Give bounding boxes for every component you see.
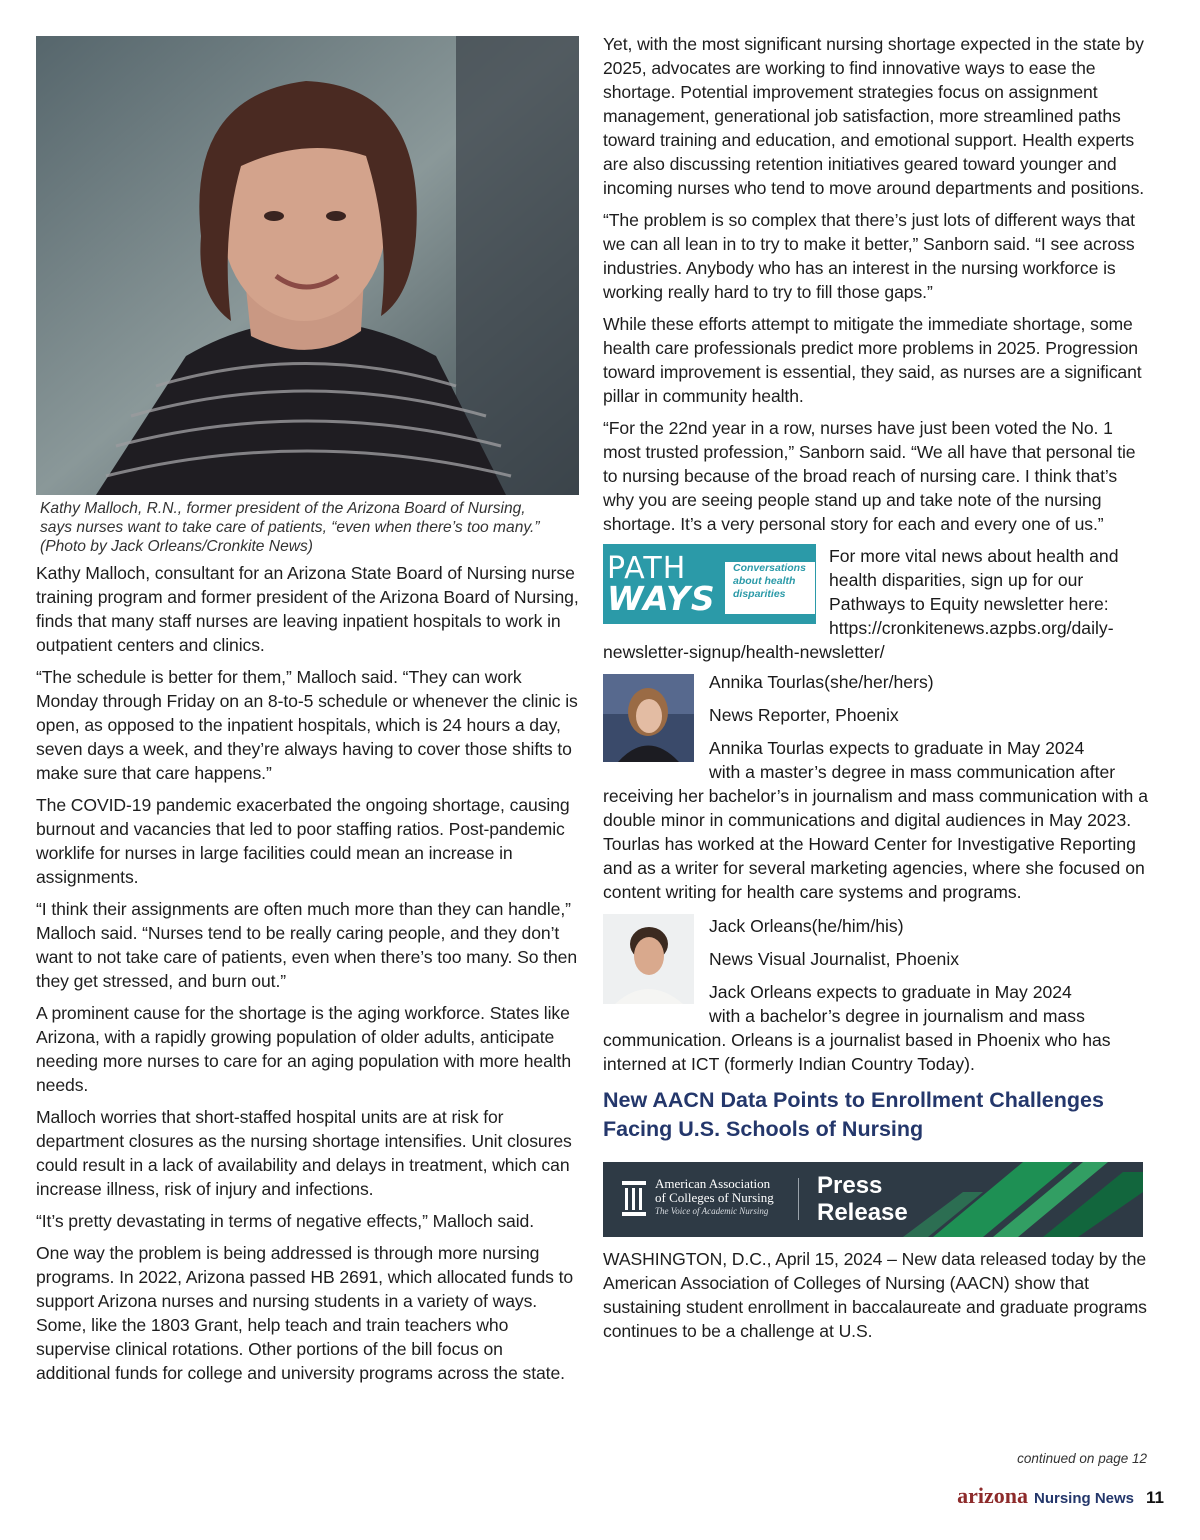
bio-role: News Visual Journalist, Phoenix (709, 949, 960, 969)
photo-caption (36, 499, 580, 556)
pillar-icon (621, 1180, 647, 1223)
newsletter-promo-text[interactable]: For more vital news about health and health disparities, sign up for our Pathways to Equity newsletter here: https://cronkitenews.azpbs.org/daily- (829, 546, 1119, 638)
article-paragraph: “It’s pretty devastating in terms of negative effects,” Malloch said. (36, 1211, 535, 1231)
bio-text: communication. Orleans is a journalist based in Phoenix who has interned at ICT (formerly Indian Country Today). (603, 1030, 1111, 1074)
article-paragraph: While these efforts attempt to mitigate the immediate shortage, some health care professionals predict more problems in 2025. Progression toward improvement is essential, they said, as nurses are a significant pillar in community health. (603, 314, 1142, 406)
caption-line: says nurses want to take care of patients, “even when there’s too many.” (40, 519, 540, 536)
annika-tourlas-headshot (603, 674, 694, 762)
bio-text: receiving her bachelor’s in journalism and mass communication with a double minor in communications and digital audiences in May 2023. Tourlas has worked at the Howard Center for Investigative Reporting and as a writer for several marketing agencies, where she focused on content writing for health care systems and programs. (603, 786, 1149, 902)
article-paragraph: A prominent cause for the shortage is the aging workforce. States like Arizona, with a rapidly growing population of older adults, anticipate needing more nurses to care for an aging population with more health needs. (36, 1003, 572, 1095)
press-paragraph: WASHINGTON, D.C., April 15, 2024 – New data released today by the American Association of Colleges of Nursing (AACN) show that sustaining student enrollment in baccalaureate and graduate programs continues to be a challenge at U.S. (603, 1249, 1147, 1341)
article-paragraph: “I think their assignments are often much more than they can handle,” Malloch said. “Nurses tend to be really caring people, and they don’t want to not take care of patients, even when there’s too many. So then they get stressed, and burn out.” (36, 899, 578, 991)
pathways-promo (603, 544, 1148, 662)
newsletter-link-tail[interactable]: newsletter-signup/health-newsletter/ (603, 642, 885, 662)
jack-orleans-headshot (603, 914, 694, 1004)
pathways-logo (603, 544, 816, 624)
article-paragraph: The COVID-19 pandemic exacerbated the ongoing shortage, causing burnout and vacancies that led to poor staffing ratios. Post-pandemic worklife for nurses in large facilities could mean an increase in assignments. (36, 795, 570, 887)
left-column (36, 36, 580, 1393)
pathways-logo-line1: PATH (607, 551, 687, 586)
bio-name: Annika Tourlas(she/her/hers) (709, 672, 934, 692)
pathways-tagline-line: Conversations (733, 562, 806, 574)
pathways-tagline (725, 562, 815, 614)
article-paragraph: One way the problem is being addressed is through more nursing programs. In 2022, Arizona passed HB 2691, which allocated funds to support Arizona nurses and nursing students in a variety of ways. Some, like the 1803 Grant, help teach and train teachers who supervise clinical rotations. Other portions of the bill focus on additional funds for college and university programs across the state. (36, 1243, 574, 1383)
publication-brand: arizona (957, 1483, 1028, 1508)
bio-lead: with a master’s degree in mass communication after (709, 762, 1116, 782)
aacn-headline: New AACN Data Points to Enrollment Challenges Facing U.S. Schools of Nursing (603, 1088, 1104, 1141)
left-article-body (36, 561, 580, 1385)
page-footer (957, 1483, 1164, 1509)
release-label: Release (817, 1199, 908, 1226)
author-bio-jack (603, 914, 1148, 1076)
kathy-malloch-photo (36, 36, 579, 495)
bio-role: News Reporter, Phoenix (709, 705, 899, 725)
author-bio-annika (603, 670, 1148, 904)
pathways-logo-line2: WAYS (607, 579, 716, 618)
bio-name: Jack Orleans(he/him/his) (709, 916, 904, 936)
bio-lead: Jack Orleans expects to graduate in May 2024 (709, 982, 1072, 1002)
caption-line: (Photo by Jack Orleans/Cronkite News) (40, 538, 313, 555)
publication-name: Nursing News (1033, 1490, 1135, 1507)
article-paragraph: “For the 22nd year in a row, nurses have just been voted the No. 1 most trusted profession,” Sanborn said. “We all have that personal tie to nursing because of the broad reach of nursing care. I think that’s why you are seeing people stand up and take note of the nursing shortage. It’s a very personal story for each and every one of us.” (603, 418, 1136, 534)
caption-line: Kathy Malloch, R.N., former president of the Arizona Board of Nursing, (40, 500, 526, 517)
article-paragraph: Kathy Malloch, consultant for an Arizona State Board of Nursing nurse training program and former president of the Arizona Board of Nursing, finds that many staff nurses are leaving inpatient hospitals to work in outpatient centers and clinics. (36, 563, 579, 655)
continued-note: continued on page 12 (1017, 1451, 1147, 1466)
press-label: Press (817, 1172, 883, 1199)
article-paragraph: Yet, with the most significant nursing shortage expected in the state by 2025, advocates are working to find innovative ways to ease the shortage. Potential improvement strategies focus on assignment management, generational job satisfaction, more streamlined paths toward training and education, and emotional support. Health experts are also discussing retention initiatives geared toward younger and incoming nurses who tend to move around departments and positions. (603, 34, 1145, 198)
aacn-name-line2: of Colleges of Nursing (655, 1190, 774, 1205)
article-paragraph: “The schedule is better for them,” Malloch said. “They can work Monday through Friday on an 8-to-5 schedule or whenever the clinic is open, as opposed to the inpatient hospitals, which is 24 hours a day, seven days a week, and they’re always having to cover those shifts to make sure that care happens.” (36, 667, 578, 783)
article-paragraph: “The problem is so complex that there’s just lots of different ways that we can all lean in to try to make it better,” Sanborn said. “I see across industries. Anybody who has an interest in the nursing workforce is working really hard to try to fill those gaps.” (603, 210, 1135, 302)
right-column (603, 32, 1148, 1351)
pathways-tagline-line: about health (733, 575, 796, 587)
portrait-illustration (36, 36, 579, 495)
press-release-banner (603, 1162, 1143, 1237)
article-paragraph: Malloch worries that short-staffed hospital units are at risk for department closures as the nursing shortage intensifies. Unit closures could result in a lack of availability and delays in treatment, which can increase illness, risk of injury and infections. (36, 1107, 572, 1199)
banner-divider (798, 1178, 799, 1220)
page-number: 11 (1146, 1488, 1164, 1507)
bio-lead: with a bachelor’s degree in journalism and mass (709, 1006, 1085, 1026)
bio-lead: Annika Tourlas expects to graduate in May 2024 (709, 738, 1085, 758)
aacn-name-line1: American Association (655, 1176, 771, 1191)
aacn-tagline: The Voice of Academic Nursing (655, 1206, 769, 1216)
pathways-tagline-line: disparities (733, 588, 786, 600)
